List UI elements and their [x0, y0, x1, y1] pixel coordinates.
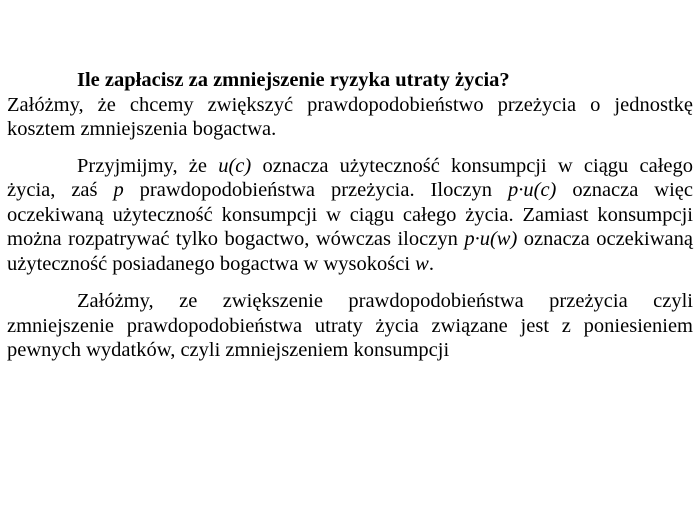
text-span: .: [428, 252, 434, 275]
intro-paragraph: Załóżmy, że chcemy zwiększyć prawdopodobieństwo przeżycia o jednostkę kosztem zmniejszenia bogactwa.: [7, 93, 693, 140]
assumption-paragraph: Załóżmy, ze zwiększenie prawdopodobieństwa przeżycia czyli zmniejszenie prawdopodobieństwa utraty życia związane jest z poniesieniem pewnych wydatków, czyli zmniejszeniem konsumpcji: [7, 290, 693, 361]
text-span: oznacza użyteczność konsumpcji w ciągu całego życia, zaś: [7, 154, 694, 201]
text-span: prawdopodobieństwa przeżycia. Iloczyn: [123, 179, 508, 201]
math-var: p: [113, 179, 124, 201]
text-span: oznacza więc oczekiwaną użyteczność konsumpcji w ciągu całego życia. Zamiast konsumpcji można rozpatrywać tylko bogactwo, wówczas iloczyn: [7, 179, 693, 250]
heading: Ile zapłacisz za zmniejszenie ryzyka utraty życia?: [77, 69, 510, 91]
math-var: p·u(c): [508, 179, 557, 201]
math-var: u(c): [218, 154, 252, 177]
document-body: [7, 68, 693, 363]
text-span: oznacza oczekiwaną użyteczność posiadanego bogactwa w wysokości: [7, 228, 693, 275]
definition-paragraph: [7, 154, 693, 277]
math-var: p·u(w): [464, 228, 518, 250]
math-var: w: [415, 252, 429, 275]
text-span: Przyjmijmy, że: [77, 154, 219, 177]
